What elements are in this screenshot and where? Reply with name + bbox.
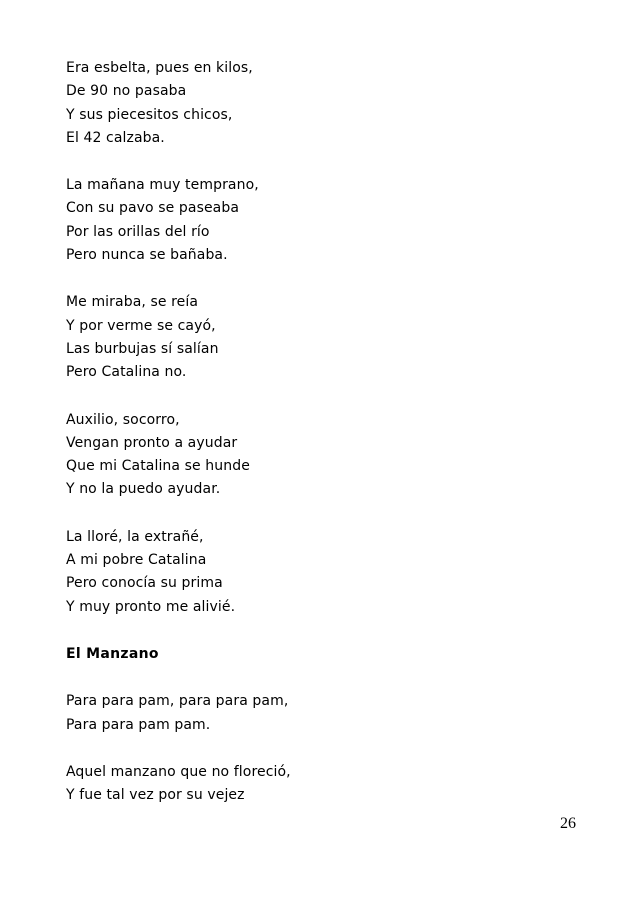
poem-line: Que mi Catalina se hunde (66, 458, 250, 475)
poem-line: Por las orillas del río (66, 223, 210, 240)
section-title: El Manzano (66, 645, 159, 662)
poem-line: Y muy pronto me alivié. (66, 598, 236, 615)
poem-line: Pero Catalina no. (66, 364, 187, 381)
poem-line: La lloré, la extrañé, (66, 528, 204, 545)
poem-stanza-1 (66, 57, 586, 150)
poem-line: Aquel manzano que no floreció, (66, 763, 291, 780)
poem-stanza-2 (66, 174, 586, 267)
poem-line: Y sus piecesitos chicos, (66, 106, 233, 123)
poem-line: Con su pavo se paseaba (66, 200, 240, 217)
poem-stanza-4 (66, 409, 586, 502)
poem-stanza-3 (66, 291, 586, 384)
poem-line: A mi pobre Catalina (66, 552, 207, 569)
poem-line: Para para pam, para para pam, (66, 693, 289, 710)
poem-line: La mañana muy temprano, (66, 177, 259, 194)
page-content (66, 57, 586, 831)
poem-line: El 42 calzaba. (66, 129, 165, 146)
poem-line: Para para pam pam. (66, 716, 211, 733)
poem-line: Me miraba, se reía (66, 294, 199, 311)
poem-line: Las burbujas sí salían (66, 340, 219, 357)
page-number: 26 (560, 815, 576, 832)
section-stanza-2 (66, 761, 586, 808)
poem-line: Pero nunca se bañaba. (66, 247, 228, 264)
poem-line: Auxilio, socorro, (66, 411, 180, 428)
poem-line: Era esbelta, pues en kilos, (66, 60, 253, 76)
poem-stanza-5 (66, 526, 586, 619)
poem-line: Pero conocía su prima (66, 575, 223, 592)
poem-line: Y no la puedo ayudar. (66, 481, 221, 498)
section-stanza-1 (66, 690, 586, 737)
poem-line: De 90 no pasaba (66, 83, 187, 100)
poem-line: Y por verme se cayó, (66, 317, 216, 334)
poem-line: Y fue tal vez por su vejez (66, 787, 245, 804)
poem-line: Vengan pronto a ayudar (66, 434, 238, 451)
